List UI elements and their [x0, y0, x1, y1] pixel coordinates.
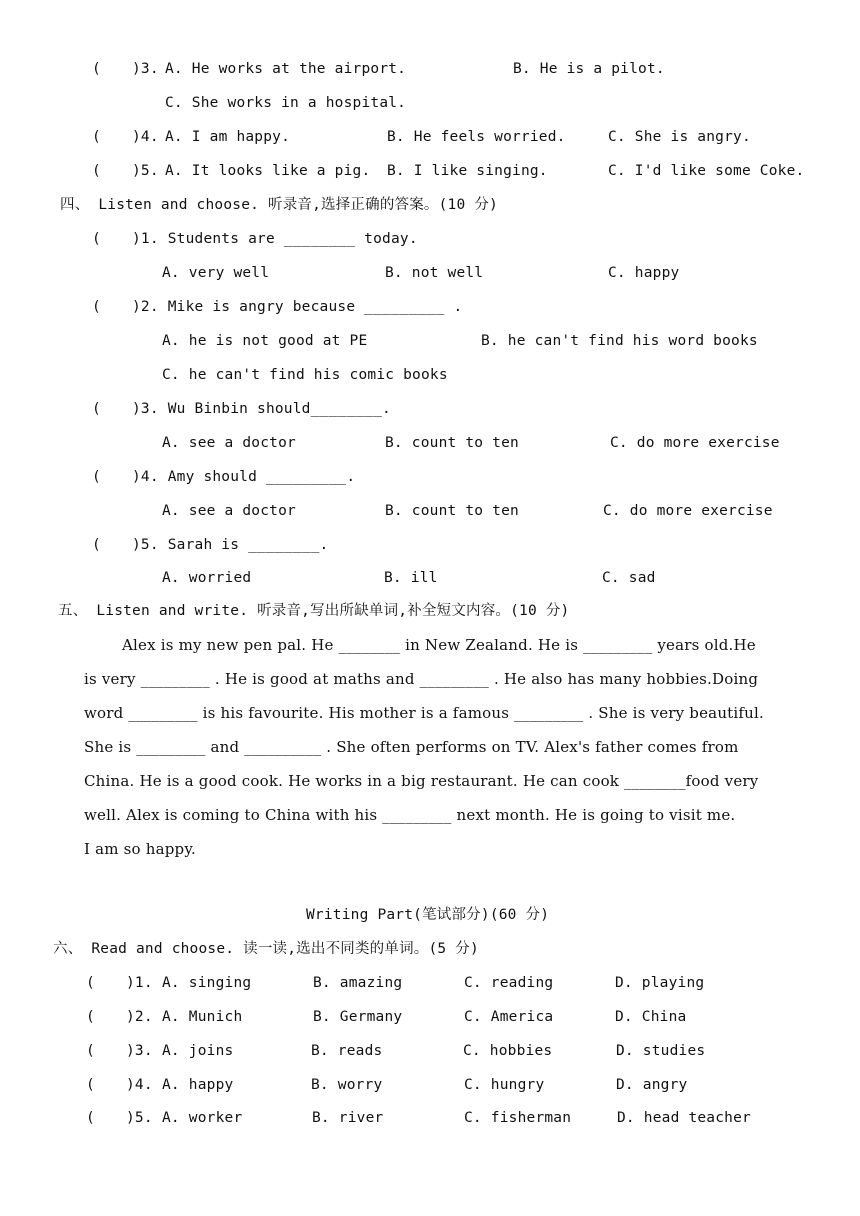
option-a: A. It looks like a pig. — [165, 163, 371, 179]
option-a: A. see a doctor — [162, 435, 296, 451]
option-b: B. amazing — [313, 975, 403, 991]
answer-paren: ( — [92, 231, 101, 247]
answer-paren: ( — [86, 1043, 95, 1059]
option-b: B. worry — [311, 1077, 383, 1093]
option-a: A. very well — [162, 265, 270, 281]
answer-paren: ( — [92, 163, 101, 179]
option-d: D. head teacher — [617, 1110, 751, 1126]
option-d: D. angry — [616, 1077, 688, 1093]
option-a: A. see a doctor — [162, 503, 296, 519]
section-heading-6: 六、 Read and choose. 读一读,选出不同类的单词。(5 分) — [53, 941, 479, 957]
answer-paren: ( — [92, 299, 101, 315]
question-number: )3. — [132, 61, 159, 77]
answer-paren: ( — [92, 401, 101, 417]
option-b: B. reads — [311, 1043, 383, 1059]
option-d: D. China — [615, 1009, 687, 1025]
option-a: A. he is not good at PE — [162, 333, 368, 349]
writing-part-title: Writing Part(笔试部分)(60 分) — [306, 907, 550, 923]
option-d: D. playing — [615, 975, 705, 991]
option-a: A. worried — [162, 570, 252, 586]
answer-paren: ( — [86, 1077, 95, 1093]
option-c: C. America — [464, 1009, 554, 1025]
option-b: B. I like singing. — [387, 163, 548, 179]
answer-paren: ( — [86, 1009, 95, 1025]
option-c: C. hobbies — [463, 1043, 553, 1059]
question-number: )2. — [126, 1009, 153, 1025]
passage-line: She is _________ and __________ . She often performs on TV. Alex's father comes from — [84, 738, 739, 756]
passage-line: China. He is a good cook. He works in a big restaurant. He can cook ________food very — [84, 772, 759, 790]
question-stem: )3. Wu Binbin should________. — [132, 401, 391, 417]
option-b: B. ill — [384, 570, 438, 586]
option-c: C. he can't find his comic books — [162, 367, 448, 383]
question-number: )3. — [126, 1043, 153, 1059]
option-c: C. She is angry. — [608, 129, 751, 145]
option-c: C. do more exercise — [603, 503, 773, 519]
option-c: C. I'd like some Coke. — [608, 163, 805, 179]
option-b: B. Germany — [313, 1009, 403, 1025]
answer-paren: ( — [92, 537, 101, 553]
option-c: C. do more exercise — [610, 435, 780, 451]
option-b: B. he can't find his word books — [481, 333, 758, 349]
option-c: C. fisherman — [464, 1110, 572, 1126]
option-b: B. river — [312, 1110, 384, 1126]
option-c: C. happy — [608, 265, 680, 281]
question-number: )5. — [132, 163, 159, 179]
option-d: D. studies — [616, 1043, 706, 1059]
question-stem: )4. Amy should _________. — [132, 469, 356, 485]
option-a: A. Munich — [162, 1009, 243, 1025]
answer-paren: ( — [92, 61, 101, 77]
option-c: C. sad — [602, 570, 656, 586]
option-a: A. happy — [162, 1077, 234, 1093]
question-number: )4. — [132, 129, 159, 145]
section-heading-4: 四、 Listen and choose. 听录音,选择正确的答案。(10 分) — [60, 197, 498, 213]
option-c: C. She works in a hospital. — [165, 95, 407, 111]
passage-line: is very _________ . He is good at maths and _________ . He also has many hobbies.Doing — [84, 670, 759, 688]
option-a: A. singing — [162, 975, 252, 991]
option-b: B. not well — [385, 265, 484, 281]
section-heading-5: 五、 Listen and write. 听录音,写出所缺单词,补全短文内容。(10 分) — [58, 603, 570, 619]
option-b: B. He is a pilot. — [513, 61, 665, 77]
question-number: )5. — [126, 1110, 153, 1126]
option-c: C. hungry — [464, 1077, 545, 1093]
option-b: B. He feels worried. — [387, 129, 566, 145]
answer-paren: ( — [86, 1110, 95, 1126]
passage-line: word _________ is his favourite. His mother is a famous _________ . She is very beautiful. — [84, 704, 764, 722]
option-b: B. count to ten — [385, 435, 519, 451]
option-b: B. count to ten — [385, 503, 519, 519]
question-stem: )5. Sarah is ________. — [132, 537, 329, 553]
question-number: )1. — [126, 975, 153, 991]
answer-paren: ( — [92, 129, 101, 145]
option-a: A. worker — [162, 1110, 243, 1126]
option-a: A. I am happy. — [165, 129, 291, 145]
answer-paren: ( — [92, 469, 101, 485]
passage-line: well. Alex is coming to China with his _________ next month. He is going to visit me. — [84, 806, 736, 824]
question-stem: )1. Students are ________ today. — [132, 231, 418, 247]
question-stem: )2. Mike is angry because _________ . — [132, 299, 463, 315]
option-a: A. He works at the airport. — [165, 61, 407, 77]
question-number: )4. — [126, 1077, 153, 1093]
passage-line: Alex is my new pen pal. He ________ in New Zealand. He is _________ years old.He — [122, 636, 756, 654]
answer-paren: ( — [86, 975, 95, 991]
option-c: C. reading — [464, 975, 554, 991]
passage-line: I am so happy. — [84, 840, 196, 858]
option-a: A. joins — [162, 1043, 234, 1059]
